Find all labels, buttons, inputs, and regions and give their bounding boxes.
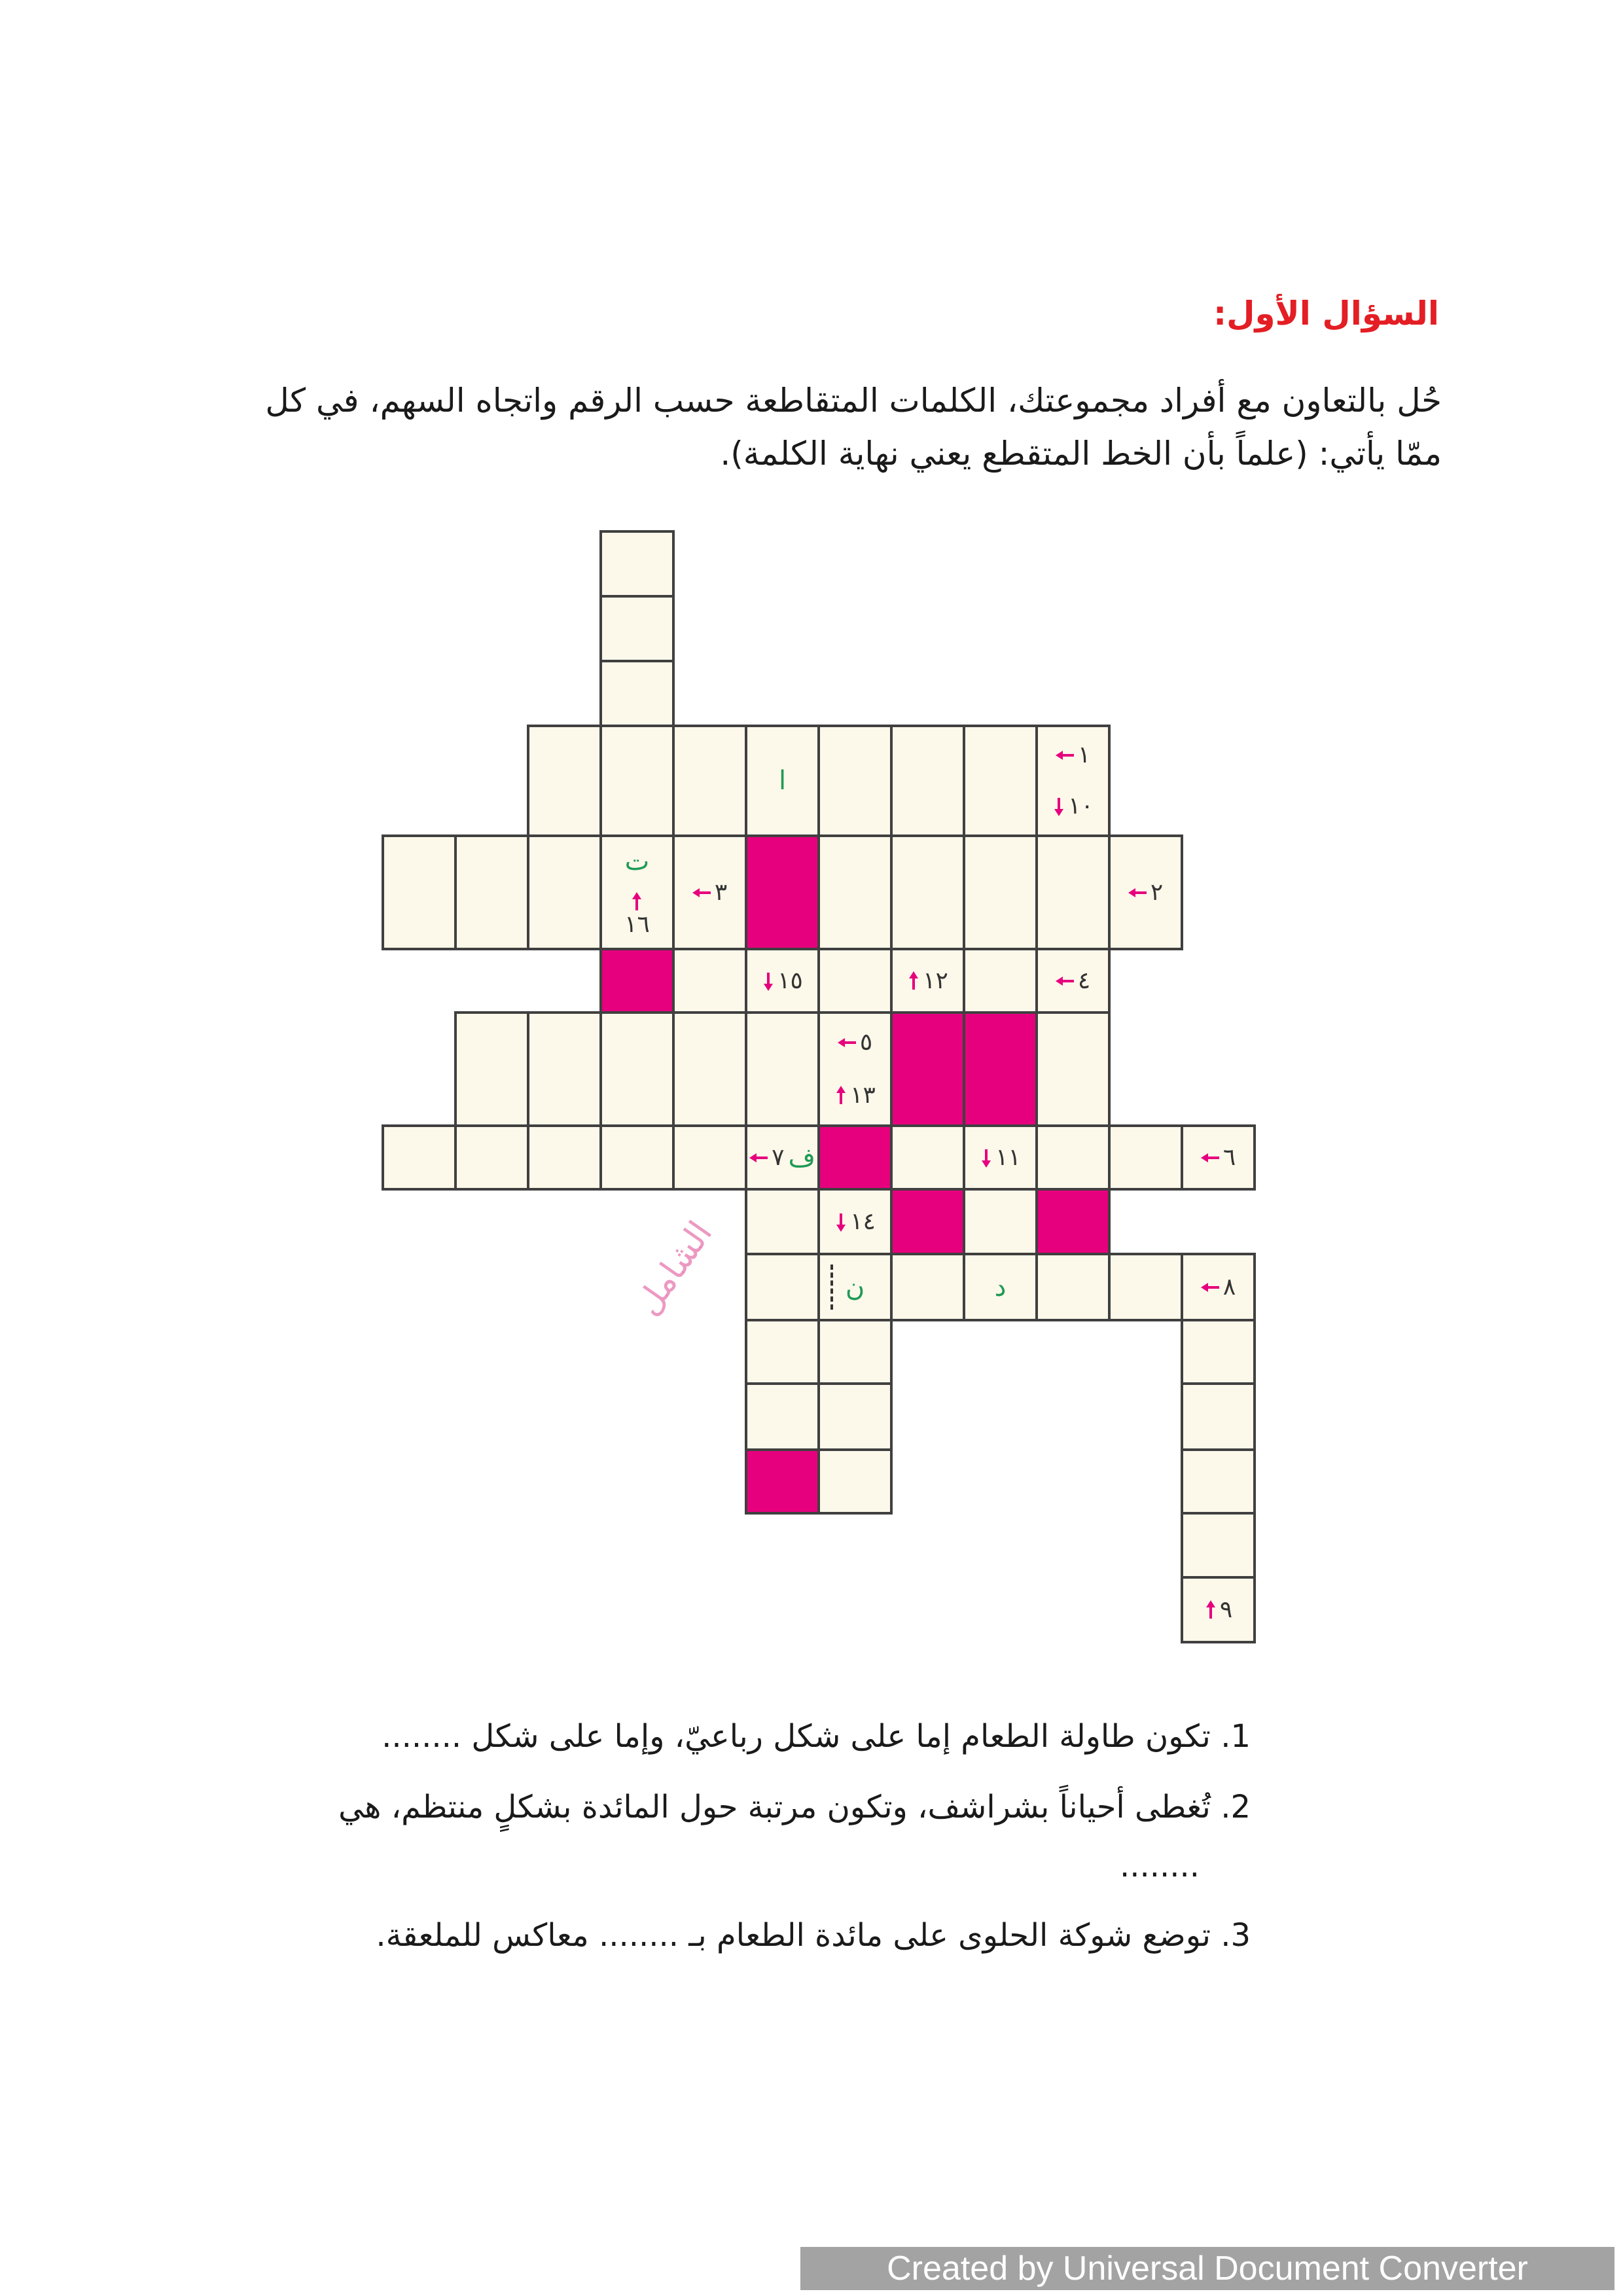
crossword-cell — [1108, 834, 1183, 950]
crossword-cell — [745, 948, 820, 1014]
crossword-cell — [672, 725, 747, 837]
clue-label — [980, 1143, 1021, 1171]
clue-label — [834, 1081, 876, 1109]
crossword-cell — [1108, 1124, 1183, 1191]
arrow-up-icon — [907, 971, 920, 991]
clue-number: ٤ — [1077, 967, 1091, 994]
clue-number: ١٠ — [1068, 793, 1094, 819]
crossword-cell — [890, 948, 965, 1014]
crossword-cell — [745, 1253, 820, 1321]
question-item — [204, 1717, 1251, 1756]
crossword-cell — [817, 725, 893, 837]
clue-number: ١ — [1077, 742, 1091, 768]
question-text: توضع شوكة الحلوى على مائدة الطعام بـ ........ معاكس للملعقة. — [376, 1917, 1211, 1954]
arrow-down-icon — [762, 971, 775, 991]
cell-labels — [1186, 1130, 1251, 1185]
crossword-cell — [890, 1124, 965, 1191]
crossword-cell — [454, 834, 529, 950]
crossword-cell — [527, 725, 602, 837]
crossword-cell — [745, 1011, 820, 1127]
clue-label — [1056, 744, 1090, 767]
crossword-cell — [963, 948, 1038, 1014]
crossword-cell — [745, 1124, 820, 1191]
crossword-cell — [527, 1124, 602, 1191]
crossword-cell — [672, 1124, 747, 1191]
crossword-cell — [963, 1188, 1038, 1255]
question-text-continuation: ........ — [1119, 1848, 1200, 1884]
crossword-cell — [599, 660, 675, 727]
section-title: السؤال الأول: — [1213, 295, 1439, 332]
crossword-cell — [817, 948, 893, 1014]
clue-label — [834, 1210, 876, 1234]
crossword-cell — [745, 1319, 820, 1385]
cell-labels — [823, 1258, 887, 1316]
crossword-cell — [454, 1011, 529, 1127]
cell-labels — [605, 840, 669, 945]
watermark-text: الشامل — [628, 1214, 721, 1323]
arrow-left-icon — [1128, 886, 1148, 899]
crossword-cell — [672, 1011, 747, 1127]
clue-label — [624, 892, 650, 937]
converter-banner: Created by Universal Document Converter — [800, 2247, 1614, 2290]
crossword-cell — [963, 1253, 1038, 1321]
clue-number: ٨ — [1222, 1273, 1236, 1300]
crossword-cell — [817, 1253, 893, 1321]
crossword-cell — [382, 1124, 457, 1191]
question-item — [204, 1916, 1251, 1955]
crossword-cell — [963, 1124, 1038, 1191]
cell-labels — [1041, 730, 1105, 832]
hint-letter: ا — [778, 766, 787, 796]
crossword-cell — [890, 1253, 965, 1321]
crossword-shaded-cell — [599, 948, 675, 1014]
arrow-left-icon — [749, 1151, 769, 1164]
arrow-down-icon — [1052, 797, 1065, 816]
question-number: 3. — [1221, 1917, 1251, 1954]
crossword-cell — [745, 725, 820, 837]
cell-labels — [895, 953, 960, 1009]
crossword-cell — [599, 834, 675, 950]
crossword-cell — [963, 725, 1038, 837]
clue-number: ٩ — [1219, 1596, 1233, 1623]
cell-labels — [968, 1130, 1033, 1185]
arrow-left-icon — [1056, 749, 1075, 762]
crossword-cell — [817, 1188, 893, 1255]
crossword-cell — [527, 834, 602, 950]
question-text: تُغطى أحياناً بشراشف، وتكون مرتبة حول المائدة بشكلٍ منتظم، هي — [338, 1789, 1211, 1825]
crossword-shaded-cell — [1035, 1188, 1111, 1255]
instructions-line-2: ممّا يأتي: (علماً بأن الخط المتقطع يعني نهاية الكلمة). — [720, 435, 1442, 473]
crossword-cell — [454, 1124, 529, 1191]
crossword-cell — [1035, 1253, 1111, 1321]
hint-letter: ف — [788, 1142, 815, 1173]
hint-letter: ت — [624, 846, 650, 877]
crossword-cell — [599, 530, 675, 598]
clue-label — [1201, 1273, 1236, 1300]
crossword-cell — [890, 725, 965, 837]
arrow-left-icon — [1056, 975, 1075, 988]
crossword-cell — [1035, 725, 1111, 837]
cell-labels — [750, 730, 815, 832]
crossword-cell — [817, 1448, 893, 1515]
clue-label — [1204, 1598, 1232, 1622]
question-number: 2. — [1221, 1789, 1251, 1825]
cell-labels — [1186, 1581, 1251, 1638]
crossword-cell — [1035, 1124, 1111, 1191]
cell-labels — [750, 953, 815, 1009]
arrow-up-icon — [1204, 1600, 1217, 1620]
crossword-shaded-cell — [890, 1188, 965, 1255]
crossword-cell — [745, 1382, 820, 1451]
arrow-left-icon — [838, 1036, 857, 1049]
crossword-cell — [599, 725, 675, 837]
crossword-cell — [1181, 1253, 1256, 1321]
cell-labels — [1186, 1258, 1251, 1316]
clue-number: ١٣ — [850, 1081, 876, 1109]
clue-label — [762, 969, 803, 993]
question-item — [177, 1787, 1251, 1827]
crossword-shaded-cell — [817, 1124, 893, 1191]
crossword-cell — [817, 1319, 893, 1385]
crossword-cell — [1181, 1382, 1256, 1451]
instructions-line-1: حُل بالتعاون مع أفراد مجموعتك، الكلمات المتقاطعة حسب الرقم واتجاه السهم، في كل — [265, 382, 1442, 420]
crossword-shaded-cell — [745, 1448, 820, 1515]
cell-labels — [968, 1258, 1033, 1316]
crossword-cell — [817, 834, 893, 950]
crossword-cell — [527, 1011, 602, 1127]
crossword-cell — [745, 1188, 820, 1255]
clue-number: ٥ — [859, 1029, 873, 1056]
clue-label — [1128, 878, 1164, 906]
crossword-cell — [599, 1124, 675, 1191]
crossword-cell — [963, 834, 1038, 950]
clue-number: ١٢ — [923, 967, 948, 994]
clue-label — [907, 969, 948, 993]
crossword-cell — [599, 595, 675, 662]
arrow-left-icon — [1201, 1151, 1221, 1164]
crossword-cell — [672, 948, 747, 1014]
clue-number: ١٥ — [777, 967, 803, 994]
cell-labels — [750, 1130, 815, 1185]
crossword-shaded-cell — [890, 1011, 965, 1127]
crossword-cell — [672, 834, 747, 950]
cell-labels — [677, 840, 742, 945]
clue-number: ٢ — [1150, 878, 1164, 906]
crossword-cell — [1108, 1253, 1183, 1321]
clue-label — [1056, 969, 1090, 993]
crossword-shaded-cell — [745, 834, 820, 950]
crossword-cell — [382, 834, 457, 950]
cell-labels — [823, 1016, 887, 1122]
crossword-cell — [1035, 834, 1111, 950]
crossword-grid — [383, 531, 1257, 1645]
crossword-cell — [1181, 1124, 1256, 1191]
arrow-left-icon — [692, 886, 712, 899]
clue-number: ٣ — [714, 878, 728, 906]
clue-label — [838, 1031, 872, 1054]
clue-number: ١١ — [995, 1143, 1021, 1171]
crossword-cell — [817, 1382, 893, 1451]
clue-number: ١٤ — [850, 1208, 876, 1235]
cell-labels — [1041, 953, 1105, 1009]
crossword-cell — [890, 834, 965, 950]
crossword-cell — [1181, 1319, 1256, 1385]
question-text: تكون طاولة الطعام إما على شكل رباعيّ، وإما على شكل ........ — [382, 1718, 1211, 1755]
clue-number: ٧ — [772, 1143, 785, 1171]
arrow-up-icon — [630, 892, 643, 912]
clue-label — [1201, 1143, 1236, 1171]
arrow-left-icon — [1201, 1281, 1221, 1294]
arrow-down-icon — [834, 1212, 847, 1232]
crossword-cell — [817, 1011, 893, 1127]
clue-label — [1052, 795, 1094, 818]
hint-letter: ن — [845, 1272, 865, 1302]
clue-label — [692, 878, 728, 906]
crossword-cell — [1035, 948, 1111, 1014]
clue-number: ٦ — [1222, 1143, 1236, 1171]
hint-letter: د — [994, 1272, 1007, 1302]
arrow-up-icon — [834, 1086, 847, 1105]
crossword-cell — [1181, 1576, 1256, 1643]
clue-number: ١٦ — [624, 910, 650, 938]
crossword-cell — [1035, 1011, 1111, 1127]
cell-labels — [1113, 840, 1178, 945]
crossword-cell — [599, 1011, 675, 1127]
crossword-cell — [1181, 1512, 1256, 1579]
question-number: 1. — [1221, 1718, 1251, 1755]
cell-labels — [823, 1193, 887, 1250]
crossword-shaded-cell — [963, 1011, 1038, 1127]
arrow-down-icon — [980, 1148, 993, 1168]
clue-label — [749, 1143, 785, 1171]
crossword-cell — [1181, 1448, 1256, 1515]
